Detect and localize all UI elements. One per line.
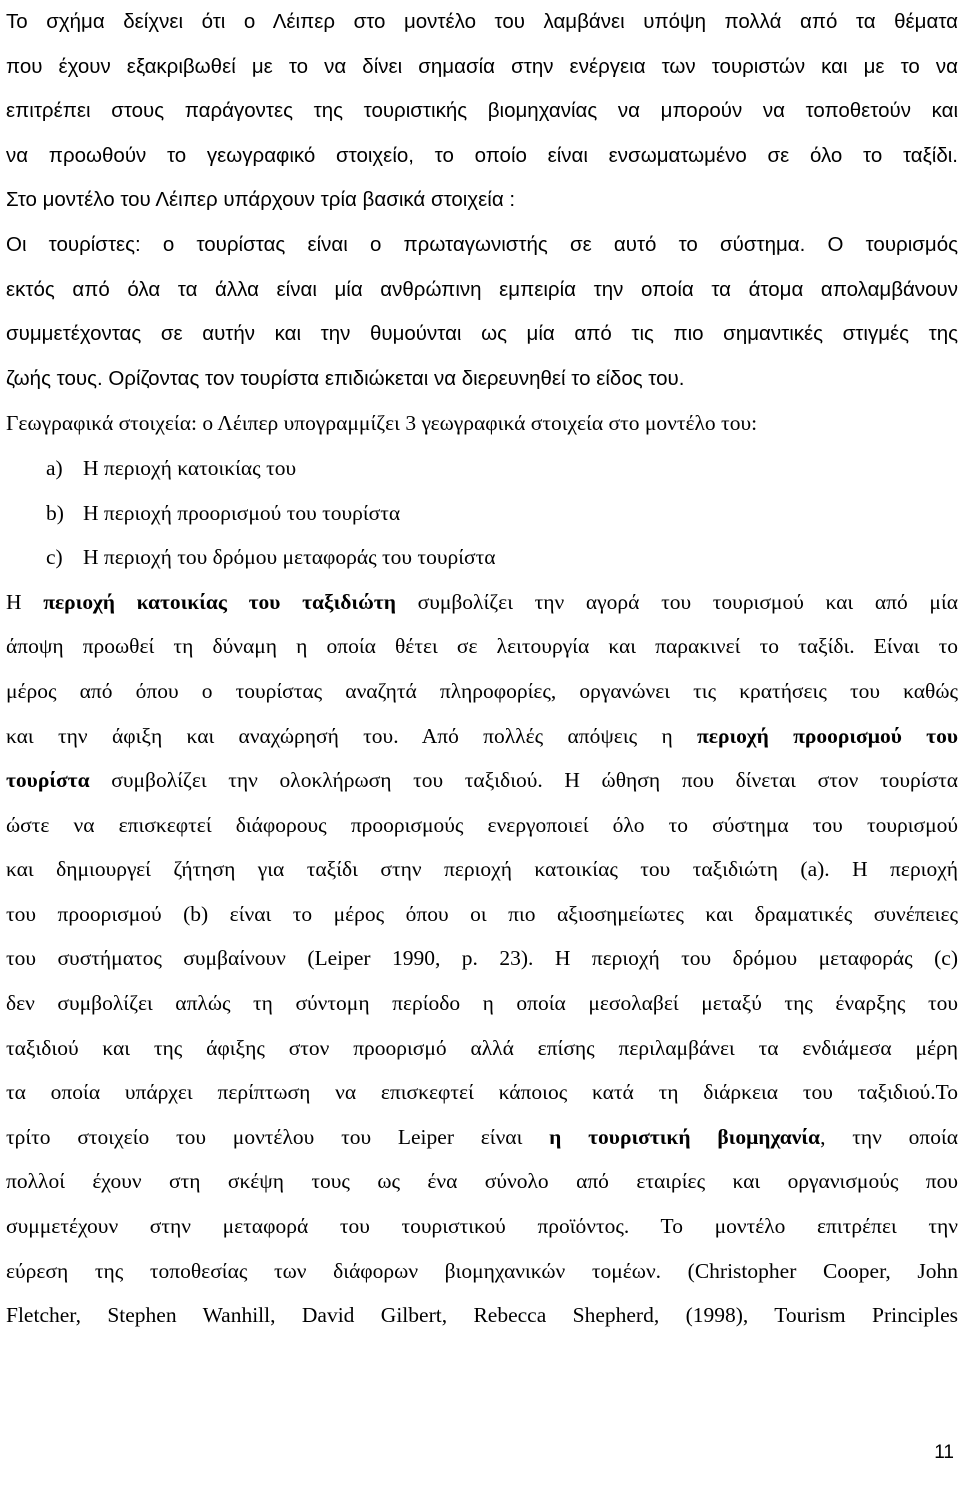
- text-line: που έχουν εξακριβωθεί με το να δίνει σημασία στην ενέργεια των τουριστών και με το να: [6, 54, 958, 78]
- list-item: [6, 446, 958, 491]
- text-line: Οι τουρίστες: ο τουρίστας είναι ο πρωταγωνιστής σε αυτό το σύστημα. Ο τουρισμός: [6, 232, 958, 256]
- list-item-text: Η περιοχή του δρόμου μεταφοράς του τουρίστα: [83, 545, 496, 570]
- text-line: πολλοί έχουν στη σκέψη τους ως ένα σύνολο από εταιρίες και οργανισμούς που: [6, 1169, 958, 1194]
- text-line: [6, 1115, 958, 1160]
- list-item-text: Η περιοχή κατοικίας του: [83, 455, 297, 480]
- text-span: και την άφιξη και αναχώρησή του. Από πολλές απόψεις η: [6, 723, 698, 748]
- list-marker: c): [46, 545, 63, 570]
- text-line: άποψη προωθεί τη δύναμη η οποία θέτει σε λειτουργία και παρακινεί το ταξίδι. Είναι το: [6, 634, 958, 659]
- text-line: μέρος από όπου ο τουρίστας αναζητά πληροφορίες, οργανώνει τις κρατήσεις του καθώς: [6, 678, 958, 703]
- text-span: συμβολίζει την αγορά του τουρισμού και από μία: [395, 589, 958, 614]
- text-span: , την οποία: [820, 1124, 958, 1149]
- text-span: συμβολίζει την ολοκλήρωση του ταξιδιού. Η ώθηση που δίνεται στον τουρίστα: [89, 768, 958, 793]
- text-span: τρίτο στοιχείο του μοντέλου του Leiper είναι: [6, 1124, 550, 1149]
- text-line: ώστε να επισκεφτεί διάφορους προορισμούς ενεργοποιεί όλο το σύστημα του τουρισμού: [6, 812, 958, 837]
- page-number: 11: [934, 1442, 954, 1463]
- text-line: δεν συμβολίζει απλώς τη σύντομη περίοδο η οποία μεσολαβεί μεταξύ της έναρξης του: [6, 991, 958, 1016]
- text-line: συμμετέχοντας σε αυτήν και την θυμούνται ως μία από τις πιο σημαντικές στιγμές της: [6, 322, 958, 346]
- text-line: Fletcher, Stephen Wanhill, David Gilbert, Rebecca Shepherd, (1998), Tourism Principles: [6, 1303, 958, 1328]
- geo-intro-line: Γεωγραφικά στοιχεία: ο Λέιπερ υπογραμμίζει 3 γεωγραφικά στοιχεία στο μοντέλο του:: [6, 411, 758, 436]
- body-text: [6, 0, 958, 1338]
- text-span: Η: [6, 589, 44, 614]
- text-line: [6, 714, 958, 759]
- list-item: [6, 491, 958, 536]
- text-line: επιτρέπει στους παράγοντες της τουριστικής βιομηχανίας να μπορούν να τοποθετούν και: [6, 99, 958, 123]
- text-line: τα οποία υπάρχει περίπτωση να επισκεφτεί κάποιος κατά τη διάρκεια του ταξιδιού.Το: [6, 1080, 958, 1105]
- list-marker: a): [46, 455, 63, 480]
- bold-term: περιοχή προορισμού του: [697, 723, 958, 748]
- text-line: του προορισμού (b) είναι το μέρος όπου οι πιο αξιοσημείωτες και δραματικές συνέπειες: [6, 901, 958, 926]
- text-line: [6, 580, 958, 625]
- text-line: του συστήματος συμβαίνουν (Leiper 1990, p. 23). Η περιοχή του δρόμου μεταφοράς (c): [6, 946, 958, 971]
- bold-term: περιοχή κατοικίας του ταξιδιώτη: [43, 589, 396, 614]
- list-item-text: Η περιοχή προορισμού του τουρίστα: [83, 500, 401, 525]
- text-line: ταξιδιού και της άφιξης στον προορισμό αλλά επίσης περιλαμβάνει τα ενδιάμεσα μέρη: [6, 1035, 958, 1060]
- text-line: συμμετέχουν στην μεταφορά του τουριστικού προϊόντος. Το μοντέλο επιτρέπει την: [6, 1214, 958, 1239]
- text-line: ζωής τους. Ορίζοντας τον τουρίστα επιδιώκεται να διερευνηθεί το είδος του.: [6, 366, 685, 390]
- text-line: Στο μοντέλο του Λέιπερ υπάρχουν τρία βασικά στοιχεία :: [6, 188, 516, 212]
- bold-term: η τουριστική βιομηχανία: [549, 1124, 821, 1149]
- bold-term: τουρίστα: [6, 768, 90, 793]
- text-line: εύρεση της τοποθεσίας των διάφορων βιομηχανικών τομέων. (Christopher Cooper, John: [6, 1258, 958, 1283]
- text-line: [6, 758, 958, 803]
- text-line: να προωθούν το γεωγραφικό στοιχείο, το οποίο είναι ενσωματωμένο σε όλο το ταξίδι.: [6, 143, 958, 167]
- text-line: Το σχήμα δείχνει ότι ο Λέιπερ στο μοντέλο του λαμβάνει υπόψη πολλά από τα θέματα: [6, 10, 958, 33]
- list-marker: b): [46, 500, 64, 525]
- list-item: [6, 535, 958, 580]
- text-line: εκτός από όλα τα άλλα είναι μία ανθρώπινη εμπειρία την οποία τα άτομα απολαμβάνουν: [6, 277, 958, 301]
- text-line: και δημιουργεί ζήτηση για ταξίδι στην περιοχή κατοικίας του ταξιδιώτη (a). Η περιοχή: [6, 857, 958, 882]
